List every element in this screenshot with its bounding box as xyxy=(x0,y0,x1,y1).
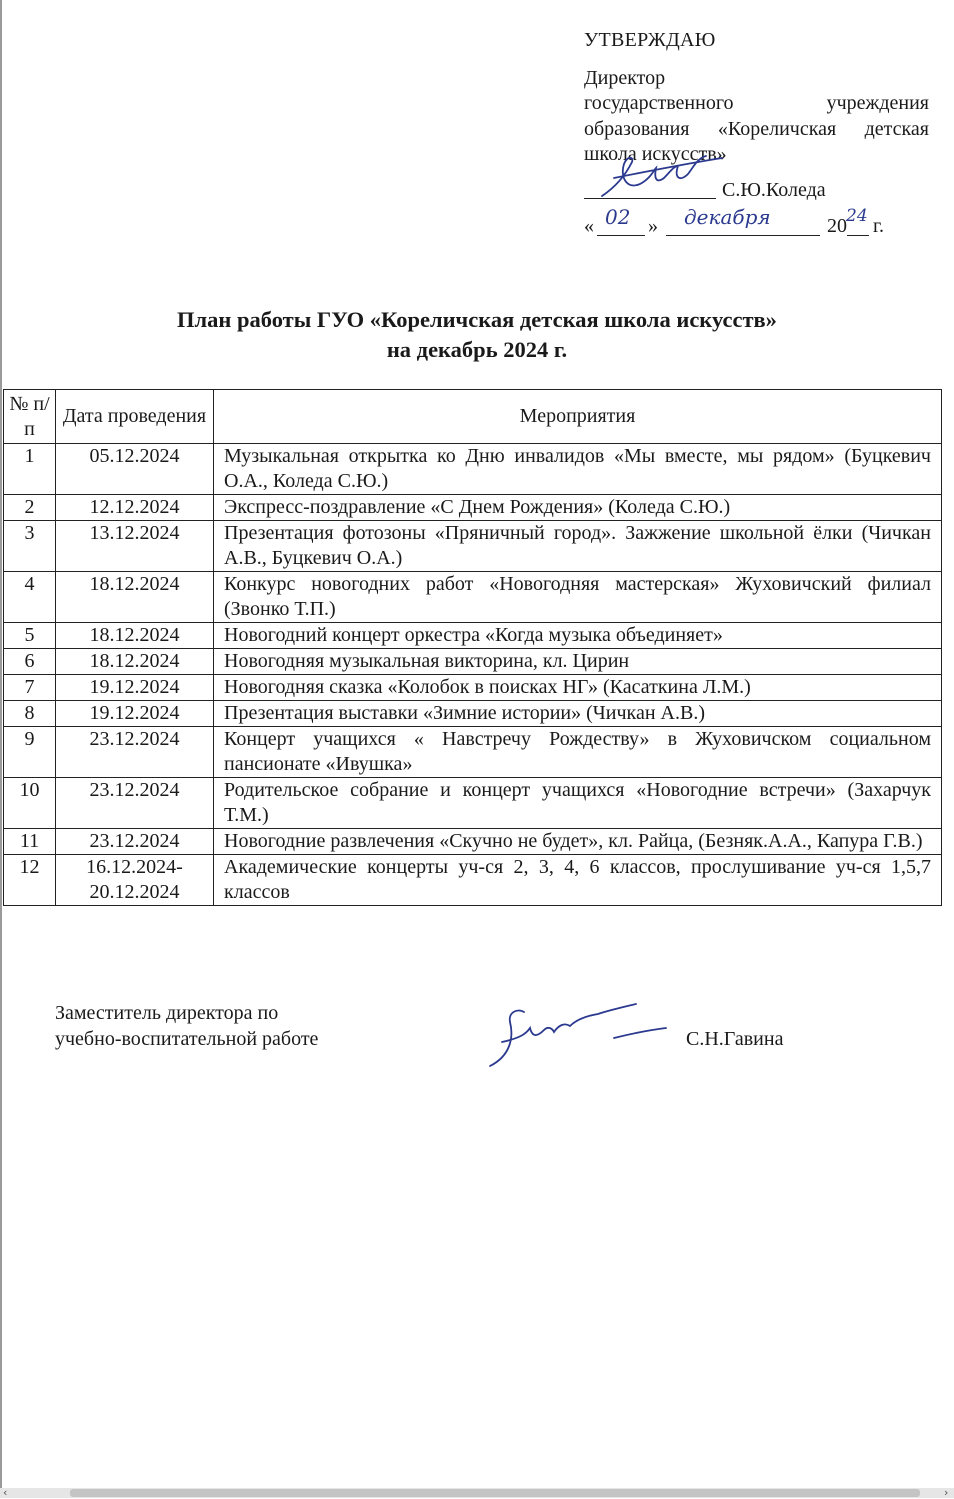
row-event: Новогодние развлечения «Скучно не будет», кл. Райца, (Безняк.А.А., Капура Г.В.) xyxy=(214,829,942,855)
row-date: 23.12.2024 xyxy=(56,778,214,829)
row-date: 23.12.2024 xyxy=(56,829,214,855)
row-number: 7 xyxy=(4,675,56,701)
approval-header: УТВЕРЖДАЮ xyxy=(584,29,716,51)
row-date: 18.12.2024 xyxy=(56,572,214,623)
row-number: 4 xyxy=(4,572,56,623)
date-month-underline xyxy=(666,235,820,236)
row-number: 5 xyxy=(4,623,56,649)
row-event: Музыкальная открытка ко Дню инвалидов «Мы вместе, мы рядом» (Буцкевич О.А., Коледа С.Ю.) xyxy=(214,444,942,495)
row-number: 1 xyxy=(4,444,56,495)
row-event: Презентация фотозоны «Пряничный город». Зажжение школьной ёлки (Чичкан А.В., Буцкевич О.А.) xyxy=(214,521,942,572)
date-year-suffix: 24 xyxy=(846,205,868,226)
table-row xyxy=(4,701,942,727)
approval-position-line2 xyxy=(584,91,929,117)
approval-position-line2b: учреждения xyxy=(826,92,929,114)
row-date: 18.12.2024 xyxy=(56,623,214,649)
row-date: 16.12.2024- 20.12.2024 xyxy=(56,855,214,906)
row-number: 2 xyxy=(4,495,56,521)
scrollbar-thumb[interactable] xyxy=(70,1489,920,1497)
date-close-quote: » xyxy=(648,214,658,237)
row-event: Академические концерты уч-ся 2, 3, 4, 6 классов, прослушивание уч-ся 1,5,7 классов xyxy=(214,855,942,906)
deputy-signature xyxy=(480,998,680,1078)
table-row xyxy=(4,855,942,906)
date-day: 02 xyxy=(605,204,631,229)
scroll-left-icon[interactable]: ‹ xyxy=(3,1486,8,1499)
date-day-underline xyxy=(597,235,645,236)
table-row xyxy=(4,572,942,623)
approval-block xyxy=(584,28,929,240)
row-event: Экспресс-поздравление «С Днем Рождения» (Коледа С.Ю.) xyxy=(214,495,942,521)
date-month: декабря xyxy=(684,204,771,229)
row-event: Новогодняя сказка «Колобок в поисках НГ» (Касаткина Л.М.) xyxy=(214,675,942,701)
row-event: Новогодняя музыкальная викторина, кл. Цирин xyxy=(214,649,942,675)
table-row xyxy=(4,675,942,701)
header-date: Дата проведения xyxy=(56,390,214,444)
approval-signer: С.Ю.Коледа xyxy=(722,178,826,201)
row-event: Родительское собрание и концерт учащихся «Новогодние встречи» (Захарчук Т.М.) xyxy=(214,778,942,829)
row-number: 3 xyxy=(4,521,56,572)
table-row xyxy=(4,649,942,675)
row-event: Новогодний концерт оркестра «Когда музыка объединяет» xyxy=(214,623,942,649)
deputy-block xyxy=(55,1000,318,1052)
row-number: 10 xyxy=(4,778,56,829)
deputy-position-line2: учебно-воспитательной работе xyxy=(55,1028,319,1050)
header-event: Мероприятия xyxy=(214,390,942,444)
deputy-position-line1: Заместитель директора по xyxy=(55,1002,279,1024)
approval-position-line4: школа искусств» xyxy=(584,143,727,165)
table-row xyxy=(4,495,942,521)
approval-signature-line xyxy=(584,178,929,204)
row-event: Презентация выставки «Зимние истории» (Чичкан А.В.) xyxy=(214,701,942,727)
row-number: 12 xyxy=(4,855,56,906)
date-year-prefix: 20 xyxy=(827,214,847,237)
table-row xyxy=(4,778,942,829)
approval-date-line xyxy=(584,204,929,240)
row-date: 18.12.2024 xyxy=(56,649,214,675)
row-date: 05.12.2024 xyxy=(56,444,214,495)
row-event: Конкурс новогодних работ «Новогодняя мастерская» Жуховичский филиал (Звонко Т.П.) xyxy=(214,572,942,623)
row-date: 23.12.2024 xyxy=(56,727,214,778)
table-row xyxy=(4,623,942,649)
deputy-signer: С.Н.Гавина xyxy=(686,1028,784,1050)
row-date: 19.12.2024 xyxy=(56,701,214,727)
approval-position-line1: Директор xyxy=(584,66,666,89)
table-row xyxy=(4,521,942,572)
approval-position-line3: образования «Кореличская детская xyxy=(584,117,929,140)
page-edge xyxy=(0,0,2,1498)
row-number: 8 xyxy=(4,701,56,727)
plan-table xyxy=(3,389,942,906)
table-header-row xyxy=(4,390,942,444)
scroll-right-icon[interactable]: › xyxy=(944,1486,949,1499)
table-row xyxy=(4,444,942,495)
document-subtitle: на декабрь 2024 г. xyxy=(386,337,568,362)
header-num: № п/п xyxy=(4,390,56,444)
date-year-unit: г. xyxy=(873,214,884,237)
approval-position-line2a: государственного xyxy=(584,92,734,114)
row-date: 13.12.2024 xyxy=(56,521,214,572)
row-date: 19.12.2024 xyxy=(56,675,214,701)
row-date: 12.12.2024 xyxy=(56,495,214,521)
table-row xyxy=(4,829,942,855)
row-event: Концерт учащихся « Навстречу Рождеству» в Жуховичском социальном пансионате «Ивушка» xyxy=(214,727,942,778)
date-year-underline xyxy=(847,235,869,236)
row-number: 11 xyxy=(4,829,56,855)
row-number: 9 xyxy=(4,727,56,778)
date-open-quote: « xyxy=(584,214,594,237)
document-title: План работы ГУО «Кореличская детская школа искусств» xyxy=(177,307,777,332)
table-row xyxy=(4,727,942,778)
row-number: 6 xyxy=(4,649,56,675)
